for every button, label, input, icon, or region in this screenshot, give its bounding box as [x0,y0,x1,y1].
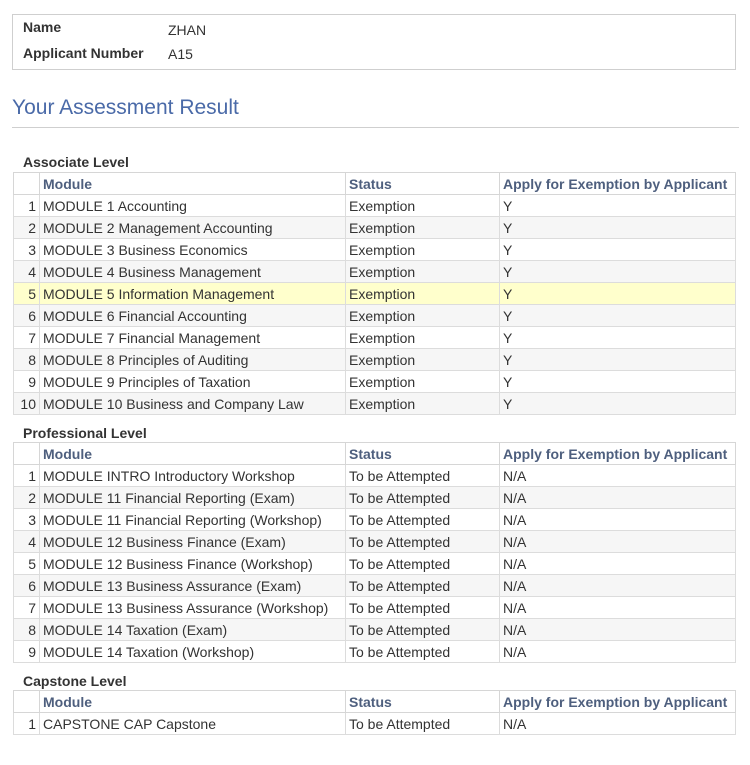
associate-level-title: Associate Level [23,154,129,170]
exemption-cell: Y [500,393,736,415]
module-cell: MODULE 12 Business Finance (Workshop) [40,553,346,575]
status-cell: Exemption [346,371,500,393]
status-cell: Exemption [346,283,500,305]
row-number: 9 [14,641,40,663]
table-row[interactable] [14,371,736,393]
row-number: 8 [14,349,40,371]
applicant-number-value: A15 [168,46,193,62]
capstone-level-title: Capstone Level [23,673,127,689]
table-row[interactable] [14,283,736,305]
module-cell: MODULE 11 Financial Reporting (Exam) [40,487,346,509]
module-cell: CAPSTONE CAP Capstone [40,713,346,735]
row-number: 1 [14,465,40,487]
exemption-cell: Y [500,327,736,349]
page-title: Your Assessment Result [12,96,239,119]
table-header-row [14,173,736,195]
row-number: 10 [14,393,40,415]
row-number: 9 [14,371,40,393]
status-cell: To be Attempted [346,487,500,509]
title-divider [12,127,739,128]
table-header-row [14,443,736,465]
exemption-cell: Y [500,261,736,283]
status-cell: To be Attempted [346,509,500,531]
status-cell: To be Attempted [346,641,500,663]
table-row[interactable] [14,619,736,641]
module-cell: MODULE 1 Accounting [40,195,346,217]
row-number: 6 [14,575,40,597]
table-header-row [14,691,736,713]
row-number: 7 [14,327,40,349]
table-row[interactable] [14,641,736,663]
exemption-cell: N/A [500,619,736,641]
module-cell: MODULE 10 Business and Company Law [40,393,346,415]
module-cell: MODULE 9 Principles of Taxation [40,371,346,393]
module-cell: MODULE 4 Business Management [40,261,346,283]
module-cell: MODULE 12 Business Finance (Exam) [40,531,346,553]
table-row[interactable] [14,261,736,283]
status-cell: Exemption [346,393,500,415]
name-value: ZHAN [168,22,207,38]
exemption-cell: Y [500,283,736,305]
module-column-header[interactable]: Module [40,173,346,195]
exemption-cell: Y [500,195,736,217]
capstone-level-table [13,690,736,735]
module-cell: MODULE 7 Financial Management [40,327,346,349]
status-cell: To be Attempted [346,597,500,619]
table-row[interactable] [14,597,736,619]
exemption-cell: N/A [500,531,736,553]
row-number: 1 [14,713,40,735]
module-cell: MODULE 3 Business Economics [40,239,346,261]
name-label: Name [23,19,62,35]
exemption-cell: N/A [500,713,736,735]
status-cell: Exemption [346,195,500,217]
applicant-number-label: Applicant Number [23,45,144,61]
table-row[interactable] [14,349,736,371]
exemption-column-header[interactable]: Apply for Exemption by Applicant [500,691,736,713]
status-column-header[interactable]: Status [346,691,500,713]
status-cell: To be Attempted [346,553,500,575]
row-number-header [14,443,40,465]
module-cell: MODULE 13 Business Assurance (Workshop) [40,597,346,619]
table-row[interactable] [14,239,736,261]
row-number: 4 [14,531,40,553]
table-row[interactable] [14,327,736,349]
status-cell: To be Attempted [346,465,500,487]
professional-level-title: Professional Level [23,425,147,441]
exemption-column-header[interactable]: Apply for Exemption by Applicant [500,443,736,465]
module-cell: MODULE 13 Business Assurance (Exam) [40,575,346,597]
module-cell: MODULE 14 Taxation (Workshop) [40,641,346,663]
row-number: 6 [14,305,40,327]
row-number: 3 [14,239,40,261]
table-row[interactable] [14,575,736,597]
table-row[interactable] [14,217,736,239]
status-cell: Exemption [346,239,500,261]
table-row[interactable] [14,195,736,217]
exemption-column-header[interactable]: Apply for Exemption by Applicant [500,173,736,195]
row-number: 2 [14,487,40,509]
row-number: 5 [14,553,40,575]
associate-level-table [13,172,736,415]
professional-level-table [13,442,736,663]
status-cell: Exemption [346,217,500,239]
status-column-header[interactable]: Status [346,443,500,465]
applicant-info-box [12,14,736,70]
row-number: 3 [14,509,40,531]
module-cell: MODULE 6 Financial Accounting [40,305,346,327]
table-row[interactable] [14,553,736,575]
exemption-cell: N/A [500,487,736,509]
status-column-header[interactable]: Status [346,173,500,195]
exemption-cell: Y [500,305,736,327]
exemption-cell: N/A [500,597,736,619]
table-row[interactable] [14,305,736,327]
exemption-cell: N/A [500,641,736,663]
row-number-header [14,691,40,713]
row-number: 5 [14,283,40,305]
module-cell: MODULE 5 Information Management [40,283,346,305]
module-cell: MODULE 2 Management Accounting [40,217,346,239]
status-cell: To be Attempted [346,575,500,597]
table-row[interactable] [14,531,736,553]
status-cell: Exemption [346,305,500,327]
row-number: 8 [14,619,40,641]
exemption-cell: N/A [500,465,736,487]
module-cell: MODULE 8 Principles of Auditing [40,349,346,371]
status-cell: To be Attempted [346,713,500,735]
exemption-cell: N/A [500,553,736,575]
exemption-cell: Y [500,371,736,393]
status-cell: Exemption [346,349,500,371]
module-column-header[interactable]: Module [40,691,346,713]
module-cell: MODULE 11 Financial Reporting (Workshop) [40,509,346,531]
status-cell: Exemption [346,327,500,349]
exemption-cell: N/A [500,509,736,531]
row-number: 4 [14,261,40,283]
table-row[interactable] [14,487,736,509]
status-cell: Exemption [346,261,500,283]
exemption-cell: N/A [500,575,736,597]
table-row[interactable] [14,713,736,735]
module-cell: MODULE INTRO Introductory Workshop [40,465,346,487]
module-cell: MODULE 14 Taxation (Exam) [40,619,346,641]
module-column-header[interactable]: Module [40,443,346,465]
table-row[interactable] [14,509,736,531]
row-number-header [14,173,40,195]
row-number: 1 [14,195,40,217]
status-cell: To be Attempted [346,531,500,553]
exemption-cell: Y [500,349,736,371]
table-row[interactable] [14,465,736,487]
exemption-cell: Y [500,217,736,239]
row-number: 2 [14,217,40,239]
exemption-cell: Y [500,239,736,261]
status-cell: To be Attempted [346,619,500,641]
row-number: 7 [14,597,40,619]
table-row[interactable] [14,393,736,415]
